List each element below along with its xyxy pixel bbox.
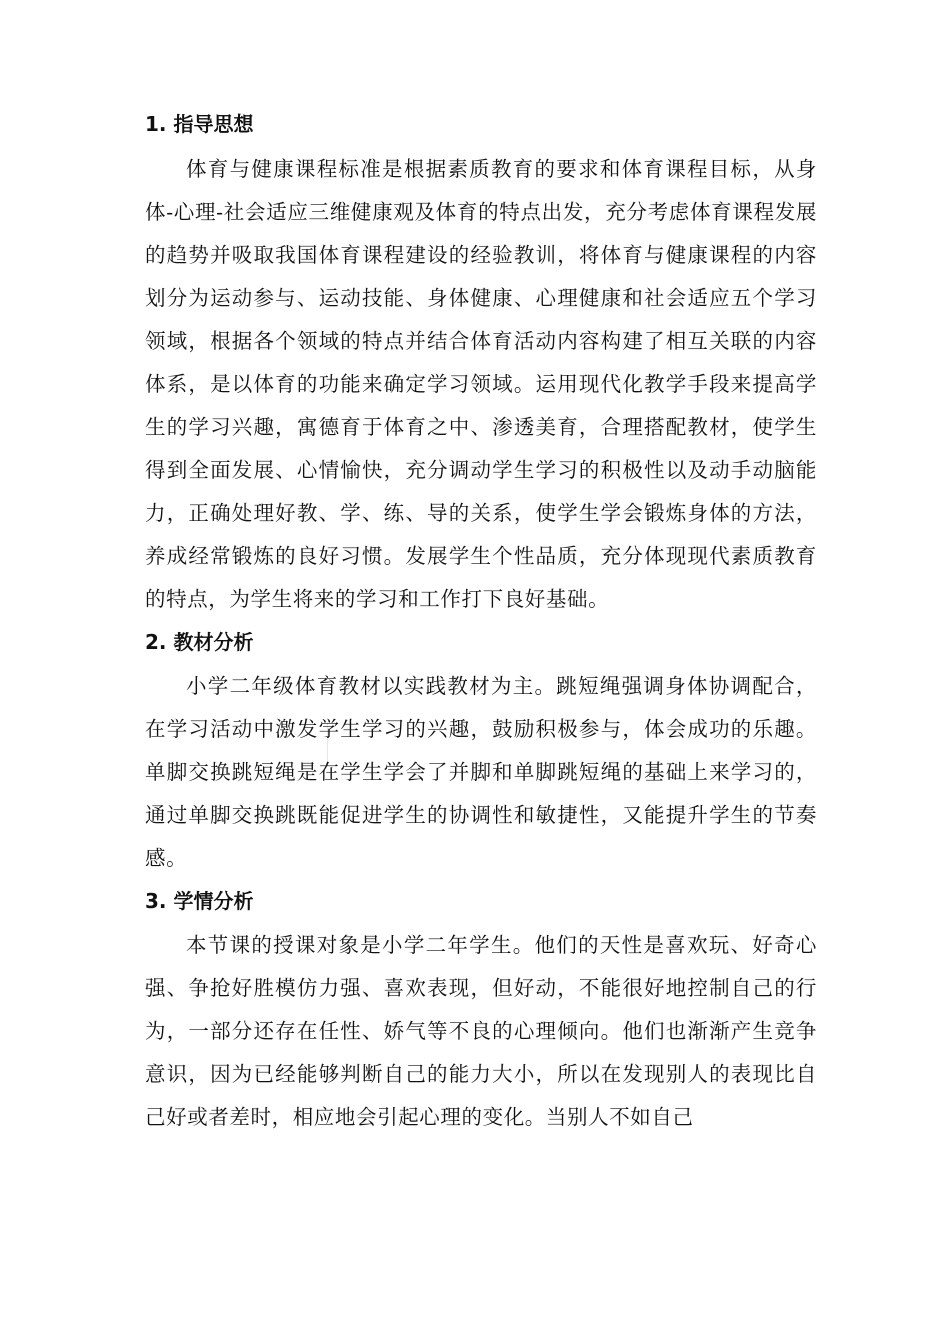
section-paragraph-guiding-ideology: 体育与健康课程标准是根据素质教育的要求和体育课程目标，从身体-心理-社会适应三维健康观及体育的特点出发，充分考虑体育课程发展的趋势并吸取我国体育课程建设的经验教训，将体育与健康课程的内容划分为运动参与、运动技能、身体健康、心理健康和社会适应五个学习领域，根据各个领域的特点并结合体育活动内容构建了相互关联的内容体系，是以体育的功能来确定学习领域。运用现代化教学手段来提高学生的学习兴趣，寓德育于体育之中、渗透美育，合理搭配教材，使学生得到全面发展、心情愉快，充分调动学生学习的积极性以及动手动脑能力，正确处理好教、学、练、导的关系，使学生学会锻炼身体的方法，养成经常锻炼的良好习惯。发展学生个性品质，充分体现现代素质教育的特点，为学生将来的学习和工作打下良好基础。 [145,157,817,611]
section-heading-textbook-analysis: 2. 教材分析 [145,630,254,654]
section-heading-student-analysis: 3. 学情分析 [145,889,254,913]
section-paragraph-textbook-analysis: 小学二年级体育教材以实践教材为主。跳短绳强调身体协调配合，在学习活动中激发学生学习的兴趣，鼓励积极参与，体会成功的乐趣。单脚交换跳短绳是在学生学会了并脚和单脚跳短绳的基础上来学习的，通过单脚交换跳既能促进学生的协调性和敏捷性，又能提升学生的节奏感。 [145,674,817,870]
document-body [145,103,817,1139]
section-heading-guiding-ideology: 1. 指导思想 [145,112,254,136]
section-paragraph-student-analysis: 本节课的授课对象是小学二年学生。他们的天性是喜欢玩、好奇心强、争抢好胜模仿力强、喜欢表现，但好动，不能很好地控制自己的行为，一部分还存在任性、娇气等不良的心理倾向。他们也渐渐产生竞争意识，因为已经能够判断自己的能力大小，所以在发现别人的表现比自己好或者差时，相应地会引起心理的变化。当别人不如自己 [145,933,817,1129]
